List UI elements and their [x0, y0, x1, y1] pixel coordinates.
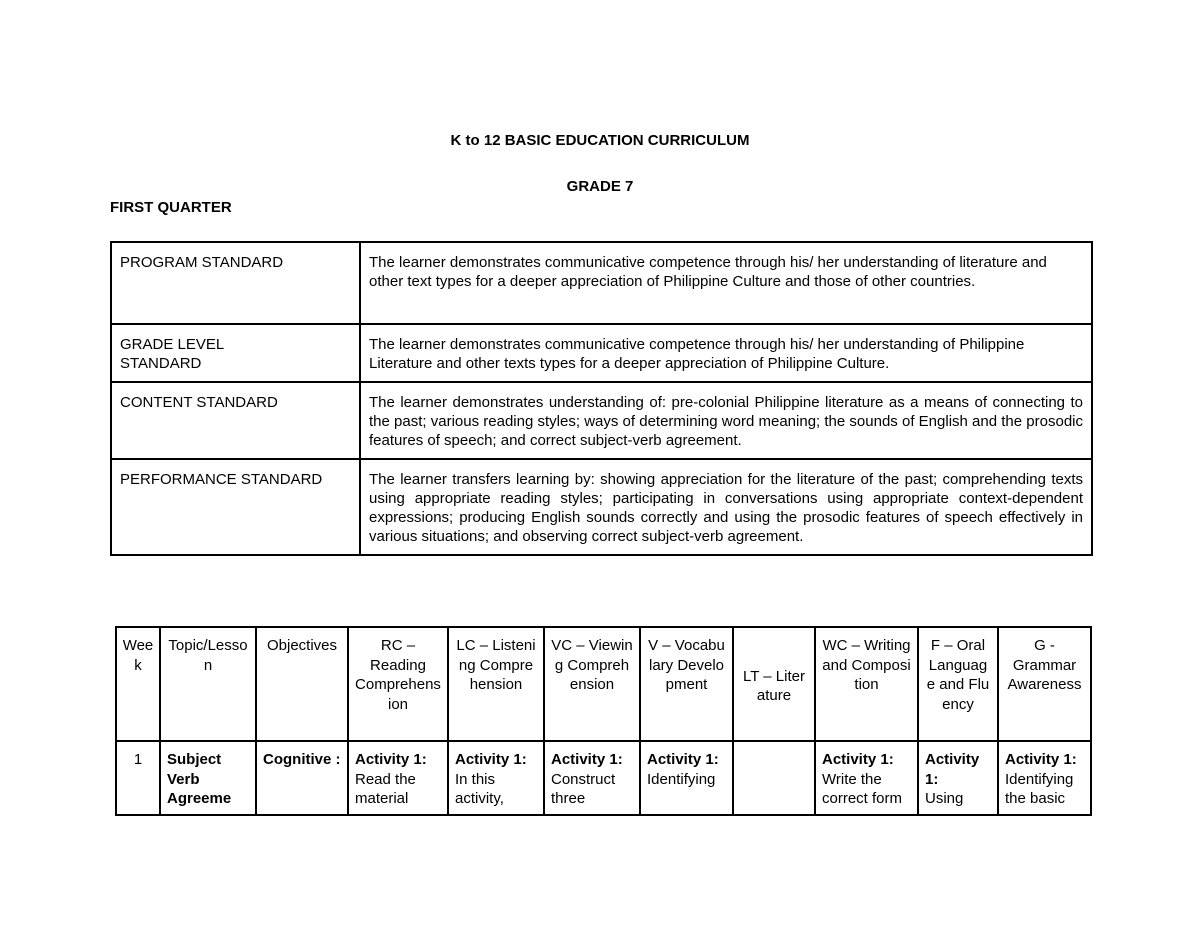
activity-text: Construct three [551, 770, 616, 807]
activity-text: Identifying [647, 770, 716, 788]
header-v: V – Vocabulary Development [640, 627, 733, 741]
header-lc: LC – Listening Comprehension [448, 627, 544, 741]
table-header-row [116, 627, 1091, 741]
standard-label: PERFORMANCE STANDARD [111, 459, 360, 555]
cell-vc [544, 741, 640, 815]
header-vc: VC – Viewing Comprehension [544, 627, 640, 741]
activity-title: Activity 1: [355, 751, 427, 768]
header-topic: Topic/Lesson [160, 627, 256, 741]
header-week: Week [116, 627, 160, 741]
weekly-plan-table [115, 626, 1092, 816]
activity-title: Activity 1: [822, 751, 894, 768]
grade-heading: GRADE 7 [566, 178, 634, 195]
activity-title: Activity 1: [551, 751, 623, 768]
cell-rc [348, 741, 448, 815]
cell-f [918, 741, 998, 815]
standard-label: PROGRAM STANDARD [111, 242, 360, 324]
activity-text: Using [925, 790, 964, 807]
standards-row [111, 324, 1092, 382]
quarter-heading: FIRST QUARTER [110, 199, 232, 216]
standard-text: The learner transfers learning by: showing appreciation for the literature of the past; comprehending texts using appropriate reading styles; participating in conversations using appropriate context-dependent expressions; producing English sounds correctly and using the prosodic features of speech effectively in various situations; and observing correct subject-verb agreement. [360, 459, 1092, 555]
activity-title: Activity 1: [647, 751, 719, 768]
document-title: K to 12 BASIC EDUCATION CURRICULUM [450, 132, 750, 149]
cell-lc [448, 741, 544, 815]
cell-g [998, 741, 1091, 815]
activity-title: Activity 1: [455, 751, 527, 768]
header-g: G - Grammar Awareness [998, 627, 1091, 741]
standard-text: The learner demonstrates communicative competence through his/ her understanding of Philippine Literature and other texts types for a deeper appreciation of Philippine Culture. [360, 324, 1092, 382]
header-lt: LT – Literature [733, 627, 815, 741]
standards-row [111, 242, 1092, 324]
cell-topic: Subject Verb Agreeme [160, 741, 256, 815]
cell-objectives: Cognitive : [256, 741, 348, 815]
standards-table [110, 241, 1093, 556]
cell-week: 1 [116, 741, 160, 815]
cell-lt [733, 741, 815, 815]
standard-label: CONTENT STANDARD [111, 382, 360, 459]
table-row [116, 741, 1091, 815]
header-wc: WC – Writing and Composition [815, 627, 918, 741]
activity-title: Activity 1: [925, 751, 980, 788]
activity-text: In this activity, [455, 770, 504, 807]
header-f: F – Oral Language and Fluency [918, 627, 998, 741]
cell-wc [815, 741, 918, 815]
standard-text: The learner demonstrates communicative competence through his/ her understanding of literature and other text types for a deeper appreciation of Philippine Culture and those of other countries. [360, 242, 1092, 324]
header-objectives: Objectives [256, 627, 348, 741]
standard-text: The learner demonstrates understanding of: pre-colonial Philippine literature as a means of connecting to the past; various reading styles; ways of determining word meaning; the sounds of English and the prosodic features of speech; and correct subject-verb agreement. [360, 382, 1092, 459]
standard-label: GRADE LEVEL STANDARD [111, 324, 360, 382]
header-rc: RC – Reading Comprehension [348, 627, 448, 741]
activity-text: Identifying the basic [1005, 770, 1074, 807]
activity-text: Write the correct form [822, 770, 903, 807]
standards-row [111, 382, 1092, 459]
activity-title: Activity 1: [1005, 751, 1077, 768]
activity-text: Read the material [355, 770, 416, 807]
cell-v [640, 741, 733, 815]
standards-row [111, 459, 1092, 555]
